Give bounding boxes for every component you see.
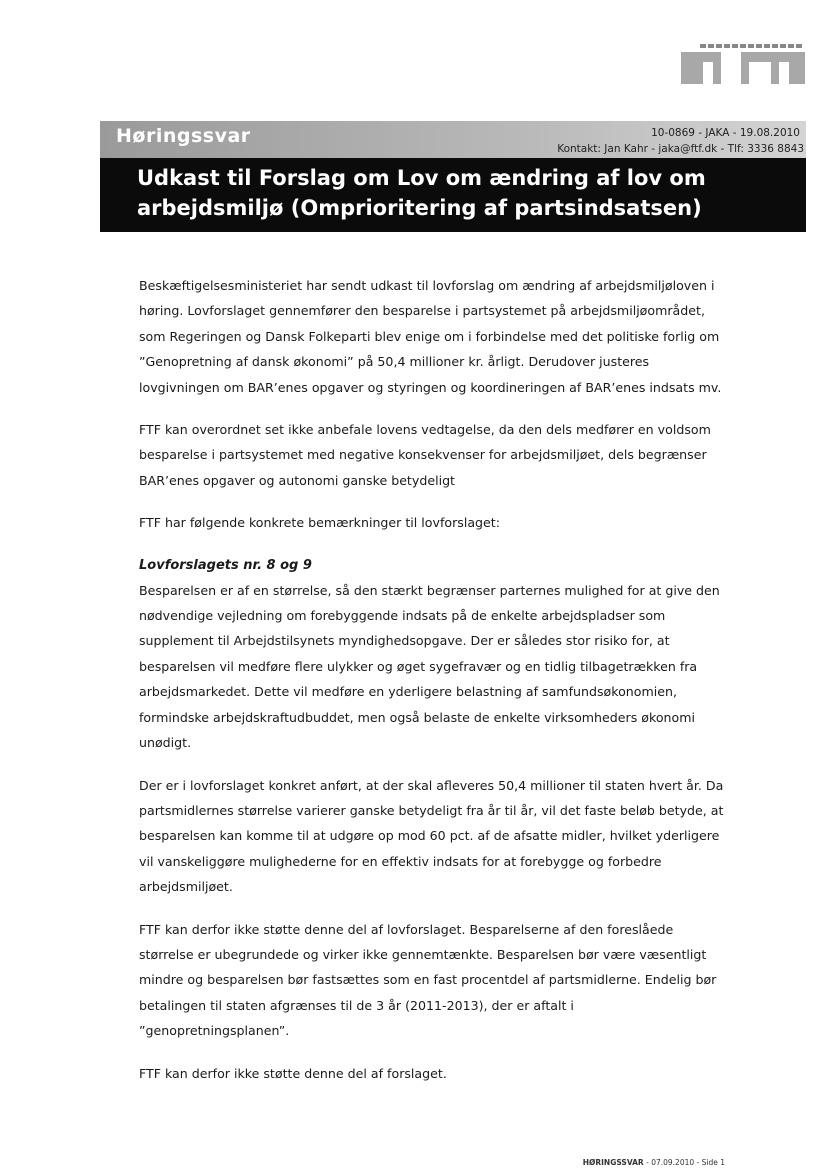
document-title: Udkast til Forslag om Lov om ændring af lov om arbejdsmiljø (Omprioritering af partsindsatsen) <box>137 166 706 220</box>
paragraph-position: FTF kan overordnet set ikke anbefale lovens vedtagelse, da den dels medfører en voldsom besparelse i partsystemet med negative konsekvenser for arbejdsmiljøet, dels begrænser BAR’enes opgaver og autonomi ganske betydeligt <box>139 422 711 488</box>
logo-tagline <box>700 44 804 48</box>
footer-label: HØRINGSSVAR <box>582 1158 644 1167</box>
paragraph-fixed-amount: Der er i lovforslaget konkret anført, at der skal afleveres 50,4 millioner til staten hvert år. Da partsmidlernes størrelse varierer ganske betydeligt fra år til år, vil det faste beløb betyde, at besparelsen kan komme til at udgøre op mod 60 pct. af de afsatte midler, hvilket yderligere vil vanskeliggøre mulighederne for en effektiv indsats for at forebygge og forbedre arbejdsmiljøet. <box>139 777 724 895</box>
ftf-logo <box>681 52 805 84</box>
paragraph-savings-impact: Besparelsen er af en størrelse, så den stærkt begrænser parternes mulighed for at give den nødvendige vejledning om forebyggende indsats på de enkelte arbejdspladser som supplement til Arbejdstilsynets myndighedsopgave. Der er således stor risiko for, at besparelsen vil medføre flere ulykker og øget sygefravær og en tidlig tilbagetrækken fra arbejdsmarkedet. Dette vil medføre en yderligere belastning af samfundsøkonomien, formindske arbejdskraftudbuddet, men også belaste de enkelte virksomheders økonomi unødigt. <box>139 582 720 751</box>
paragraph-remarks-intro: FTF har følgende konkrete bemærkninger til lovforslaget: <box>139 515 500 531</box>
reference-block <box>557 125 804 157</box>
paragraph-intro: Beskæftigelsesministeriet har sendt udkast til lovforslag om ændring af arbejdsmiljøloven i høring. Lovforslaget gennemfører den besparelse i partsystemet på arbejdsmiljøområdet, som Regeringen og Dansk Folkeparti blev enige om i forbindelse med det politiske forlig om ”Genopretning af dansk økonomi” på 50,4 millioner kr. årligt. Derudover justeres lovgivningen om BAR’enes opgaver og styringen og koordineringen af BAR’enes indsats mv. <box>139 278 722 395</box>
reference-number: 10-0869 - JAKA - 19.08.2010 <box>651 127 800 139</box>
section-heading: Lovforslagets nr. 8 og 9 <box>139 557 312 573</box>
contact-line: Kontakt: Jan Kahr - jaka@ftf.dk - Tlf: 3336 8843 <box>557 143 804 155</box>
page-footer <box>583 1158 725 1167</box>
footer-meta: - 07.09.2010 - Side 1 <box>643 1158 725 1167</box>
document-body <box>139 273 724 1103</box>
document-type-label: Høringssvar <box>116 125 251 147</box>
paragraph-conclusion: FTF kan derfor ikke støtte denne del af forslaget. <box>139 1065 447 1081</box>
paragraph-recommendation: FTF kan derfor ikke støtte denne del af lovforslaget. Besparelserne af den foreslåede størrelse er ubegrundede og virker ikke gennemtænkte. Besparelsen bør være væsentligt mindre og besparelsen bør fastsættes som en fast procentdel af partsmidlerne. Endelig bør betalingen til staten afgrænses til de 3 år (2011-2013), der er aftalt i ”genopretningsplanen”. <box>139 921 717 1039</box>
